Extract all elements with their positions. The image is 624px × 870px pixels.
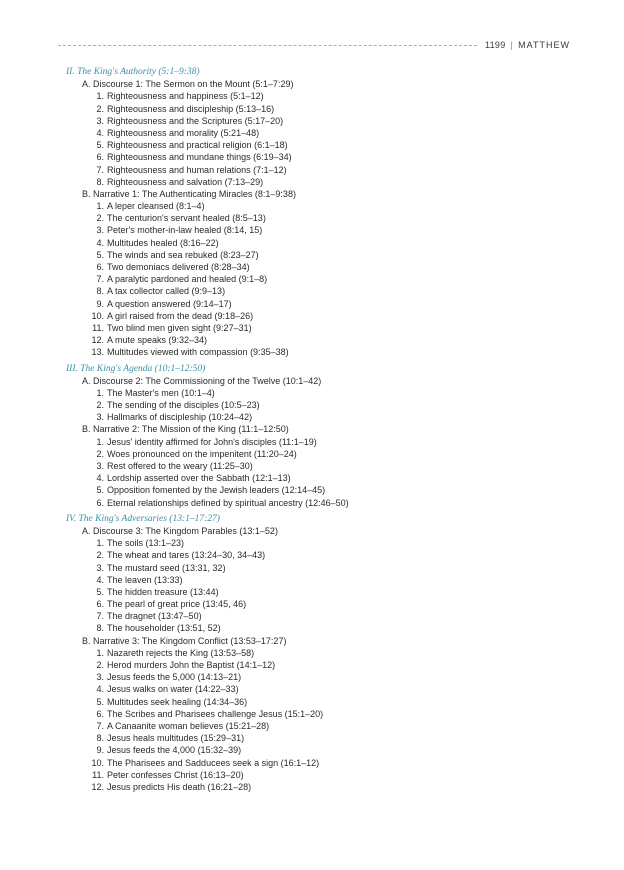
outline-item	[66, 411, 566, 423]
outline-item	[66, 683, 566, 695]
item-text: Jesus walks on water (14:22–33)	[107, 684, 239, 695]
item-number: 4.	[96, 237, 104, 248]
item-number: 1.	[96, 201, 104, 212]
outline-item	[66, 176, 566, 188]
item-number: 2.	[96, 103, 104, 114]
item-number: 4.	[96, 473, 104, 484]
section-heading: IV. The King's Adversaries (13:1–17:27)	[66, 513, 220, 524]
item-number: 5.	[96, 696, 104, 707]
item-text: Peter's mother-in-law healed (8:14, 15)	[107, 225, 263, 236]
outline-item	[66, 151, 566, 163]
item-number: 1.	[96, 436, 104, 447]
subsection-heading: B. Narrative 1: The Authenticating Miracles (8:1–9:38)	[82, 188, 296, 199]
item-number: 10.	[91, 310, 104, 321]
subsection-heading: B. Narrative 2: The Mission of the King (11:1–12:50)	[82, 424, 289, 435]
outline-item	[66, 610, 566, 622]
outline-item	[66, 310, 566, 322]
outline-item	[66, 744, 566, 756]
item-number: 12.	[91, 335, 104, 346]
outline-item	[66, 298, 566, 310]
item-text: The soils (13:1–23)	[107, 538, 185, 549]
outline-item	[66, 574, 566, 586]
item-number: 4.	[96, 684, 104, 695]
item-text: Opposition fomented by the Jewish leaders (12:14–45)	[107, 485, 326, 496]
item-number: 6.	[96, 708, 104, 719]
book-title: MATTHEW	[518, 40, 570, 50]
item-number: 12.	[91, 781, 104, 792]
item-text: A mute speaks (9:32–34)	[107, 335, 208, 346]
outline-item	[66, 261, 566, 273]
item-number: 7.	[96, 720, 104, 731]
item-text: Woes pronounced on the impenitent (11:20–24)	[107, 448, 297, 459]
item-number: 5.	[96, 140, 104, 151]
item-text: Peter confesses Christ (16:13–20)	[107, 769, 244, 780]
outline-item	[66, 139, 566, 151]
item-text: Rest offered to the weary (11:25–30)	[107, 461, 253, 471]
subsection-heading: A. Discourse 3: The Kingdom Parables (13:1–52)	[82, 525, 278, 536]
item-text: Multitudes viewed with compassion (9:35–38)	[107, 347, 289, 358]
item-text: The mustard seed (13:31, 32)	[107, 562, 226, 573]
outline-item	[66, 224, 566, 236]
item-number: 3.	[96, 461, 104, 471]
item-number: 3.	[96, 225, 104, 236]
item-number: 3.	[96, 672, 104, 683]
outline-item	[66, 647, 566, 659]
item-text: Jesus feeds the 5,000 (14:13–21)	[107, 672, 242, 683]
item-number: 2.	[96, 448, 104, 459]
outline-item	[66, 659, 566, 671]
item-text: Eternal relationships defined by spiritual ancestry (12:46–50)	[107, 497, 349, 508]
outline-item	[66, 622, 566, 634]
item-text: A girl raised from the dead (9:18–26)	[107, 310, 254, 321]
item-text: The leaven (13:33)	[107, 574, 183, 585]
outline-item	[66, 732, 566, 744]
item-text: A Canaanite woman believes (15:21–28)	[107, 720, 270, 731]
outline-item	[66, 436, 566, 448]
item-number: 2.	[96, 660, 104, 670]
item-text: The winds and sea rebuked (8:23–27)	[107, 249, 259, 260]
item-number: 7.	[96, 164, 104, 175]
outline-item	[66, 586, 566, 598]
item-number: 8.	[96, 176, 104, 187]
section-heading: II. The King's Authority (5:1–9:38)	[66, 67, 200, 77]
item-text: Jesus feeds the 4,000 (15:32–39)	[107, 745, 242, 756]
item-text: The Pharisees and Sadducees seek a sign (16:1–12)	[107, 757, 320, 768]
item-text: Righteousness and happiness (5:1–12)	[107, 91, 264, 102]
item-text: Righteousness and discipleship (5:13–16)	[107, 103, 275, 114]
item-text: Jesus heals multitudes (15:29–31)	[107, 733, 245, 744]
outline-item	[66, 562, 566, 574]
subsection-heading: A. Discourse 1: The Sermon on the Mount (5:1–7:29)	[82, 79, 294, 90]
section-heading: III. The King's Agenda (10:1–12:50)	[66, 363, 206, 374]
item-number: 6.	[96, 599, 104, 610]
outline-item	[66, 537, 566, 549]
outline-item	[66, 285, 566, 297]
item-number: 6.	[96, 497, 104, 508]
item-number: 13.	[91, 347, 104, 358]
item-number: 2.	[96, 550, 104, 561]
item-number: 8.	[96, 733, 104, 744]
item-number: 2.	[96, 400, 104, 411]
outline-item	[66, 720, 566, 732]
outline-item	[66, 696, 566, 708]
item-number: 3.	[96, 412, 104, 423]
item-number: 1.	[96, 647, 104, 658]
item-number: 5.	[96, 249, 104, 260]
item-number: 11.	[92, 322, 104, 333]
outline-item	[66, 769, 566, 781]
outline-item	[66, 387, 566, 399]
outline-item	[66, 127, 566, 139]
item-text: The pearl of great price (13:45, 46)	[107, 599, 247, 610]
outline-item	[66, 497, 566, 509]
item-number: 3.	[96, 115, 104, 126]
item-text: Jesus' identity affirmed for John's disciples (11:1–19)	[107, 436, 317, 447]
outline-item	[66, 472, 566, 484]
outline-item	[66, 273, 566, 285]
item-text: Two demoniacs delivered (8:28–34)	[107, 262, 250, 272]
item-text: Lordship asserted over the Sabbath (12:1–13)	[107, 473, 291, 484]
item-number: 2.	[96, 213, 104, 224]
item-number: 9.	[96, 298, 104, 309]
outline-item	[66, 115, 566, 127]
item-text: Righteousness and practical religion (6:1–18)	[107, 140, 288, 151]
item-number: 5.	[96, 485, 104, 496]
outline-item	[66, 708, 566, 720]
item-text: Hallmarks of discipleship (10:24–42)	[107, 412, 253, 423]
item-number: 8.	[96, 623, 104, 634]
item-text: A paralytic pardoned and healed (9:1–8)	[107, 274, 268, 285]
header-separator: |	[510, 40, 514, 50]
outline-item	[66, 200, 566, 212]
outline-item	[66, 346, 566, 358]
item-text: Righteousness and morality (5:21–48)	[107, 127, 260, 138]
book-outline	[66, 66, 566, 793]
subsection-heading: A. Discourse 2: The Commissioning of the Twelve (10:1–42)	[82, 375, 322, 386]
item-text: Nazareth rejects the King (13:53–58)	[107, 647, 255, 658]
item-number: 1.	[96, 387, 104, 398]
item-text: A leper cleansed (8:1–4)	[107, 201, 205, 212]
item-text: The householder (13:51, 52)	[107, 623, 221, 634]
item-text: Multitudes healed (8:16–22)	[107, 237, 219, 248]
item-number: 1.	[96, 91, 104, 102]
outline-item	[66, 598, 566, 610]
outline-item	[66, 757, 566, 769]
item-text: A tax collector called (9:9–13)	[107, 286, 226, 297]
item-text: Jesus predicts His death (16:21–28)	[107, 781, 252, 792]
item-text: The sending of the disciples (10:5–23)	[107, 400, 260, 411]
item-text: The dragnet (13:47–50)	[107, 611, 202, 622]
item-number: 1.	[96, 538, 104, 549]
outline-item	[66, 399, 566, 411]
outline-item	[66, 212, 566, 224]
item-text: The Scribes and Pharisees challenge Jesus (15:1–20)	[107, 708, 324, 719]
item-text: A question answered (9:14–17)	[107, 298, 232, 309]
item-text: Two blind men given sight (9:27–31)	[107, 322, 252, 333]
item-number: 10.	[91, 757, 104, 768]
item-number: 9.	[96, 745, 104, 756]
item-number: 6.	[96, 262, 104, 272]
outline-item	[66, 781, 566, 793]
item-text: Righteousness and the Scriptures (5:17–20)	[107, 115, 284, 126]
subsection-heading: B. Narrative 3: The Kingdom Conflict (13:53–17:27)	[82, 635, 287, 646]
item-number: 11.	[92, 769, 104, 780]
page-number: 1199	[484, 40, 506, 50]
running-header	[58, 38, 570, 52]
outline-item	[66, 103, 566, 115]
outline-item	[66, 90, 566, 102]
outline-item	[66, 460, 566, 472]
item-number: 3.	[96, 562, 104, 573]
item-text: Righteousness and salvation (7:13–29)	[107, 176, 264, 187]
outline-item	[66, 322, 566, 334]
item-number: 7.	[96, 611, 104, 622]
item-text: Herod murders John the Baptist (14:1–12)	[107, 660, 276, 670]
outline-item	[66, 164, 566, 176]
item-number: 7.	[96, 274, 104, 285]
header-rule	[58, 45, 477, 46]
item-text: Multitudes seek healing (14:34–36)	[107, 696, 248, 707]
outline-item	[66, 671, 566, 683]
item-text: The hidden treasure (13:44)	[107, 586, 219, 597]
item-text: The centurion's servant healed (8:5–13)	[107, 213, 266, 224]
item-text: Righteousness and human relations (7:1–12)	[107, 164, 287, 175]
item-number: 8.	[96, 286, 104, 297]
outline-item	[66, 237, 566, 249]
item-number: 4.	[96, 127, 104, 138]
item-number: 6.	[96, 152, 104, 163]
outline-item	[66, 249, 566, 261]
outline-item	[66, 334, 566, 346]
outline-item	[66, 484, 566, 496]
item-number: 5.	[96, 586, 104, 597]
item-number: 4.	[96, 574, 104, 585]
outline-item	[66, 448, 566, 460]
item-text: The Master's men (10:1–4)	[107, 387, 215, 398]
outline-item	[66, 549, 566, 561]
item-text: The wheat and tares (13:24–30, 34–43)	[107, 550, 266, 561]
item-text: Righteousness and mundane things (6:19–34)	[107, 152, 292, 163]
